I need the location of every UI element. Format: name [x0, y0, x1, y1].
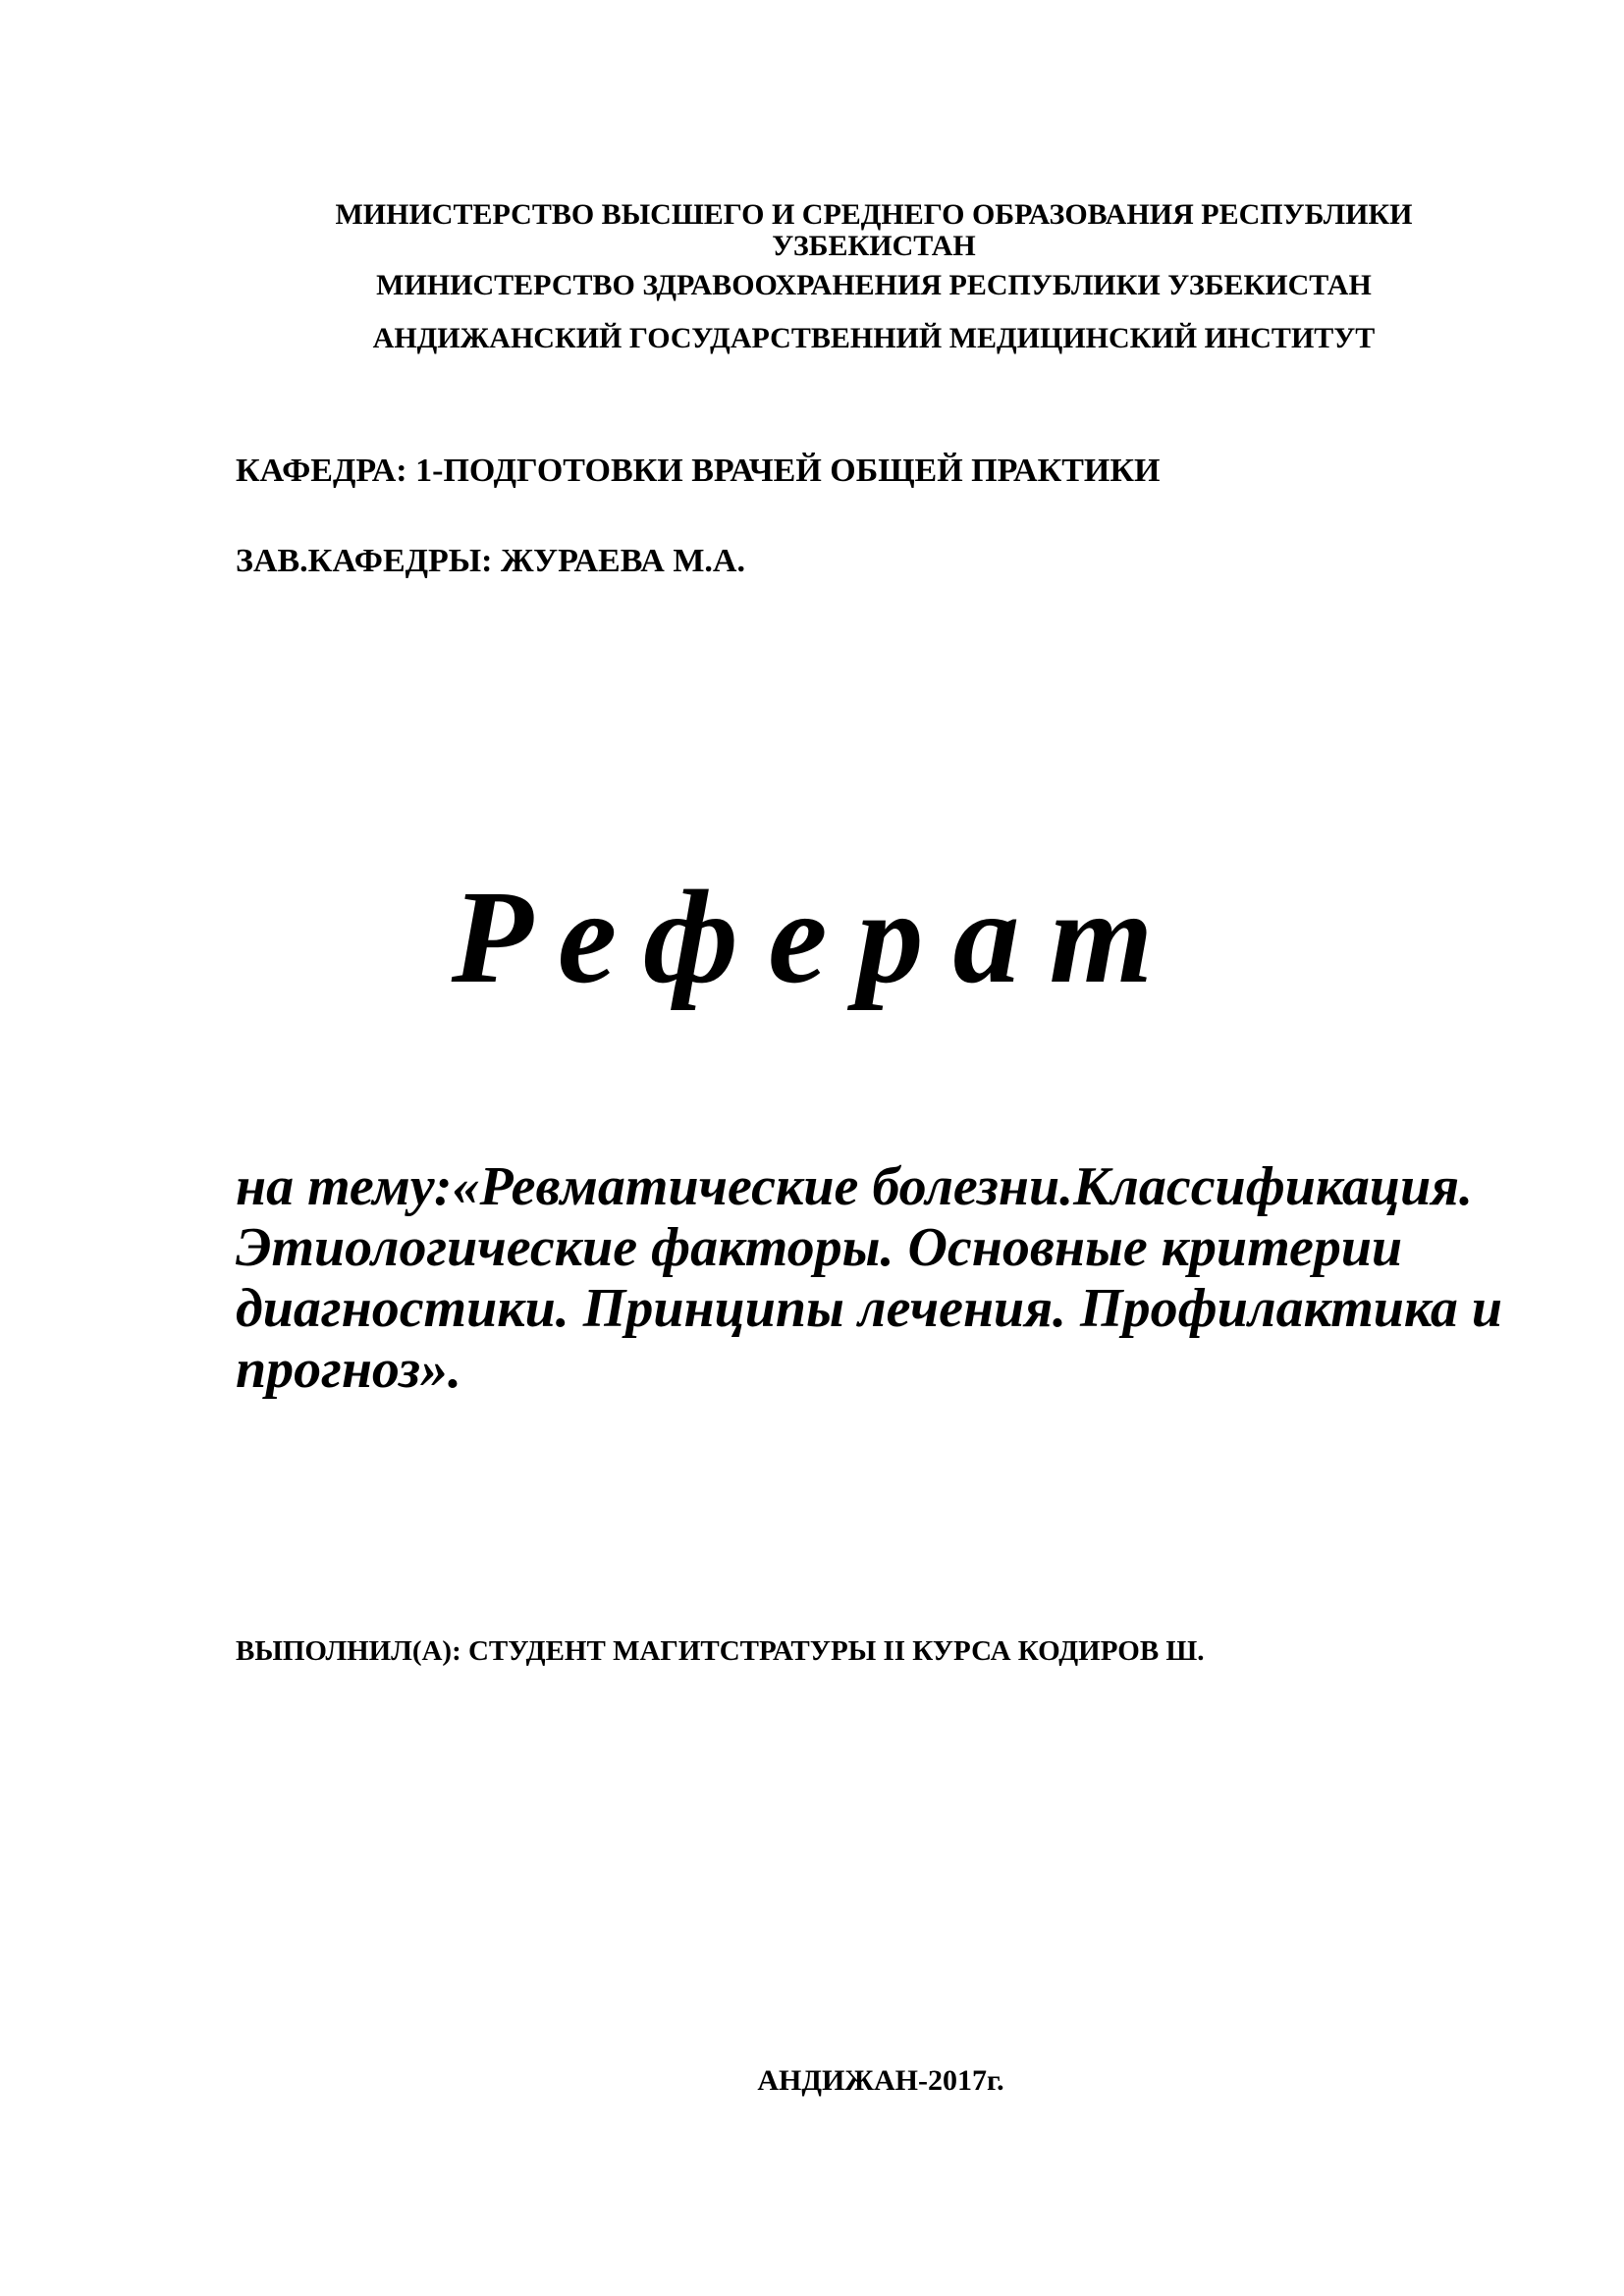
author: ВЫПОЛНИЛ(А): СТУДЕНТ МАГИТСТРАТУРЫ II КУРСА КОДИРОВ Ш.	[236, 1635, 1205, 1667]
ministry-health: МИНИСТЕРСТВО ЗДРАВООХРАНЕНИЯ РЕСПУБЛИКИ УЗБЕКИСТАН	[376, 269, 1372, 301]
header-block	[265, 199, 1483, 354]
department: КАФЕДРА: 1-ПОДГОТОВКИ ВРАЧЕЙ ОБЩЕЙ ПРАКТИКИ	[236, 453, 1161, 489]
institute-name: АНДИЖАНСКИЙ ГОСУДАРСТВЕННИЙ МЕДИЦИНСКИЙ ИНСТИТУТ	[372, 322, 1376, 354]
document-type-title: Реферат	[451, 864, 1183, 1011]
department-head: ЗАВ.КАФЕДРЫ: ЖУРАЕВА М.А.	[236, 543, 745, 579]
country-name: УЗБЕКИСТАН	[772, 230, 976, 262]
place-year: АНДИЖАН-2017г.	[757, 2064, 1004, 2097]
ministry-higher-education: МИНИСТЕРСТВО ВЫСШЕГО И СРЕДНЕГО ОБРАЗОВАНИЯ РЕСПУБЛИКИ	[335, 198, 1413, 231]
topic: на тему:«Ревматические болезни.Классификация. Этиологические факторы. Основные критерии диагностики. Принципы лечения. Профилактика и прогноз».	[236, 1156, 1503, 1400]
